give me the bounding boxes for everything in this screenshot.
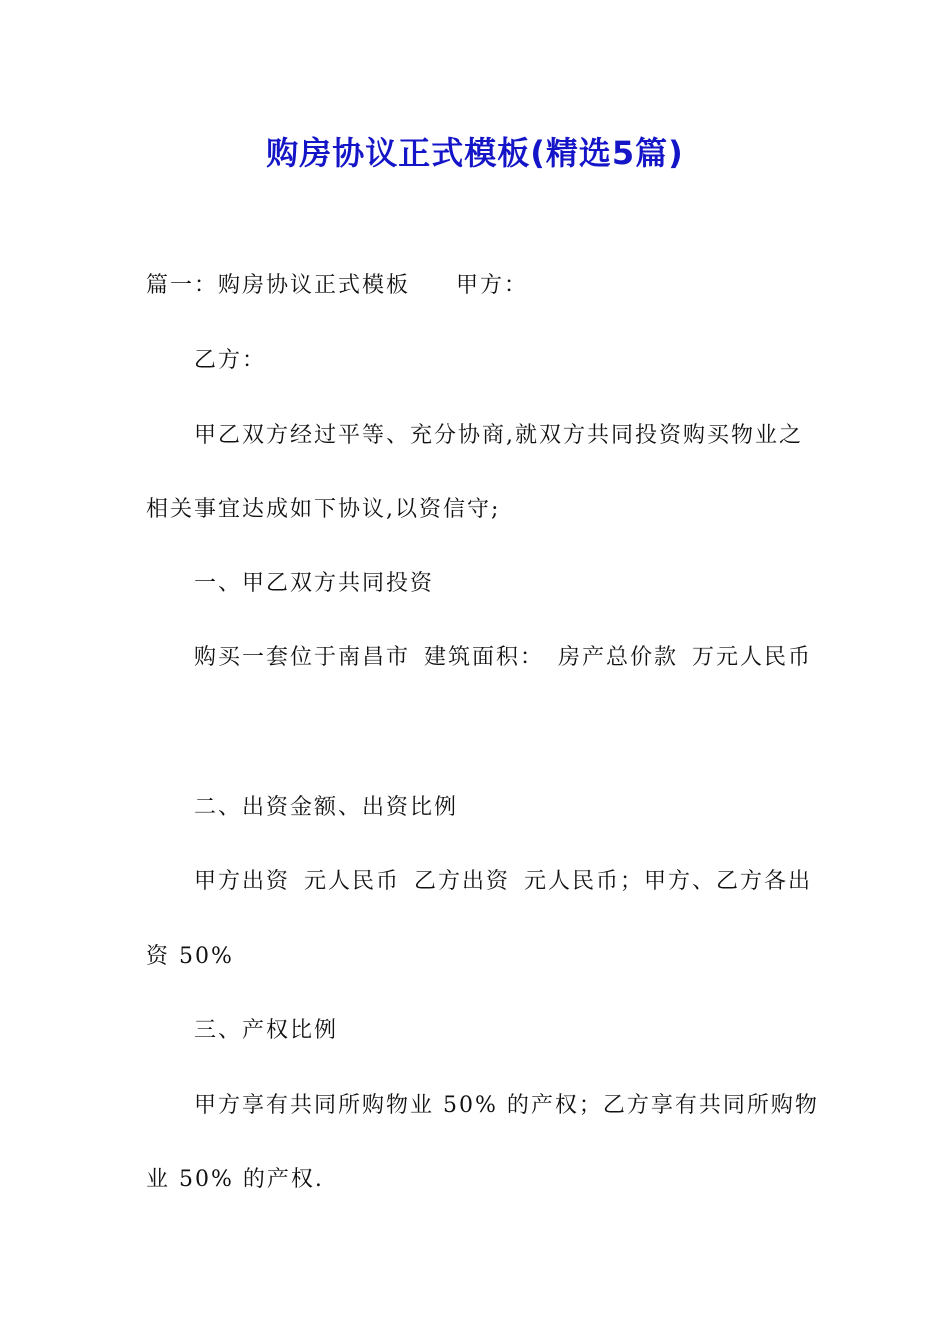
clause-2-amount-b: 元人民币；甲方、乙方各出 (524, 869, 813, 894)
section-heading: 篇一：购房协议正式模板 (146, 273, 411, 298)
party-a-label: 甲方： (456, 273, 529, 298)
document-title: 购房协议正式模板(精选5篇) (266, 134, 684, 172)
clause-2-heading: 二、出资金额、出资比例 (194, 795, 459, 820)
clause-1-heading: 一、甲乙双方共同投资 (194, 571, 435, 596)
clause-1-price: 房产总价款 (558, 645, 679, 670)
clause-2-line-2: 资 50% (146, 944, 234, 969)
party-b-label: 乙方： (194, 348, 267, 373)
clause-1-area: 建筑面积： (424, 645, 545, 670)
clause-3-line-1: 甲方享有共同所购物业 50% 的产权；乙方享有共同所购物 (194, 1093, 819, 1118)
intro-line-1: 甲乙双方经过平等、充分协商,就双方共同投资购买物业之 (194, 423, 803, 448)
clause-3-line-2: 业 50% 的产权. (146, 1167, 324, 1192)
clause-2-amount-a: 元人民币 (304, 869, 401, 894)
clause-2-text (194, 867, 812, 897)
clause-1-location: 购买一套位于南昌市 (194, 645, 411, 670)
intro-line-2: 相关事宜达成如下协议,以资信守; (146, 497, 501, 522)
clause-2-party-b: 乙方出资 (414, 869, 511, 894)
clause-1-currency: 万元人民币 (692, 645, 813, 670)
section-heading-line (146, 271, 528, 301)
clause-2-party-a: 甲方出资 (194, 869, 291, 894)
clause-1-text (194, 643, 812, 673)
clause-3-heading: 三、产权比例 (194, 1018, 339, 1043)
